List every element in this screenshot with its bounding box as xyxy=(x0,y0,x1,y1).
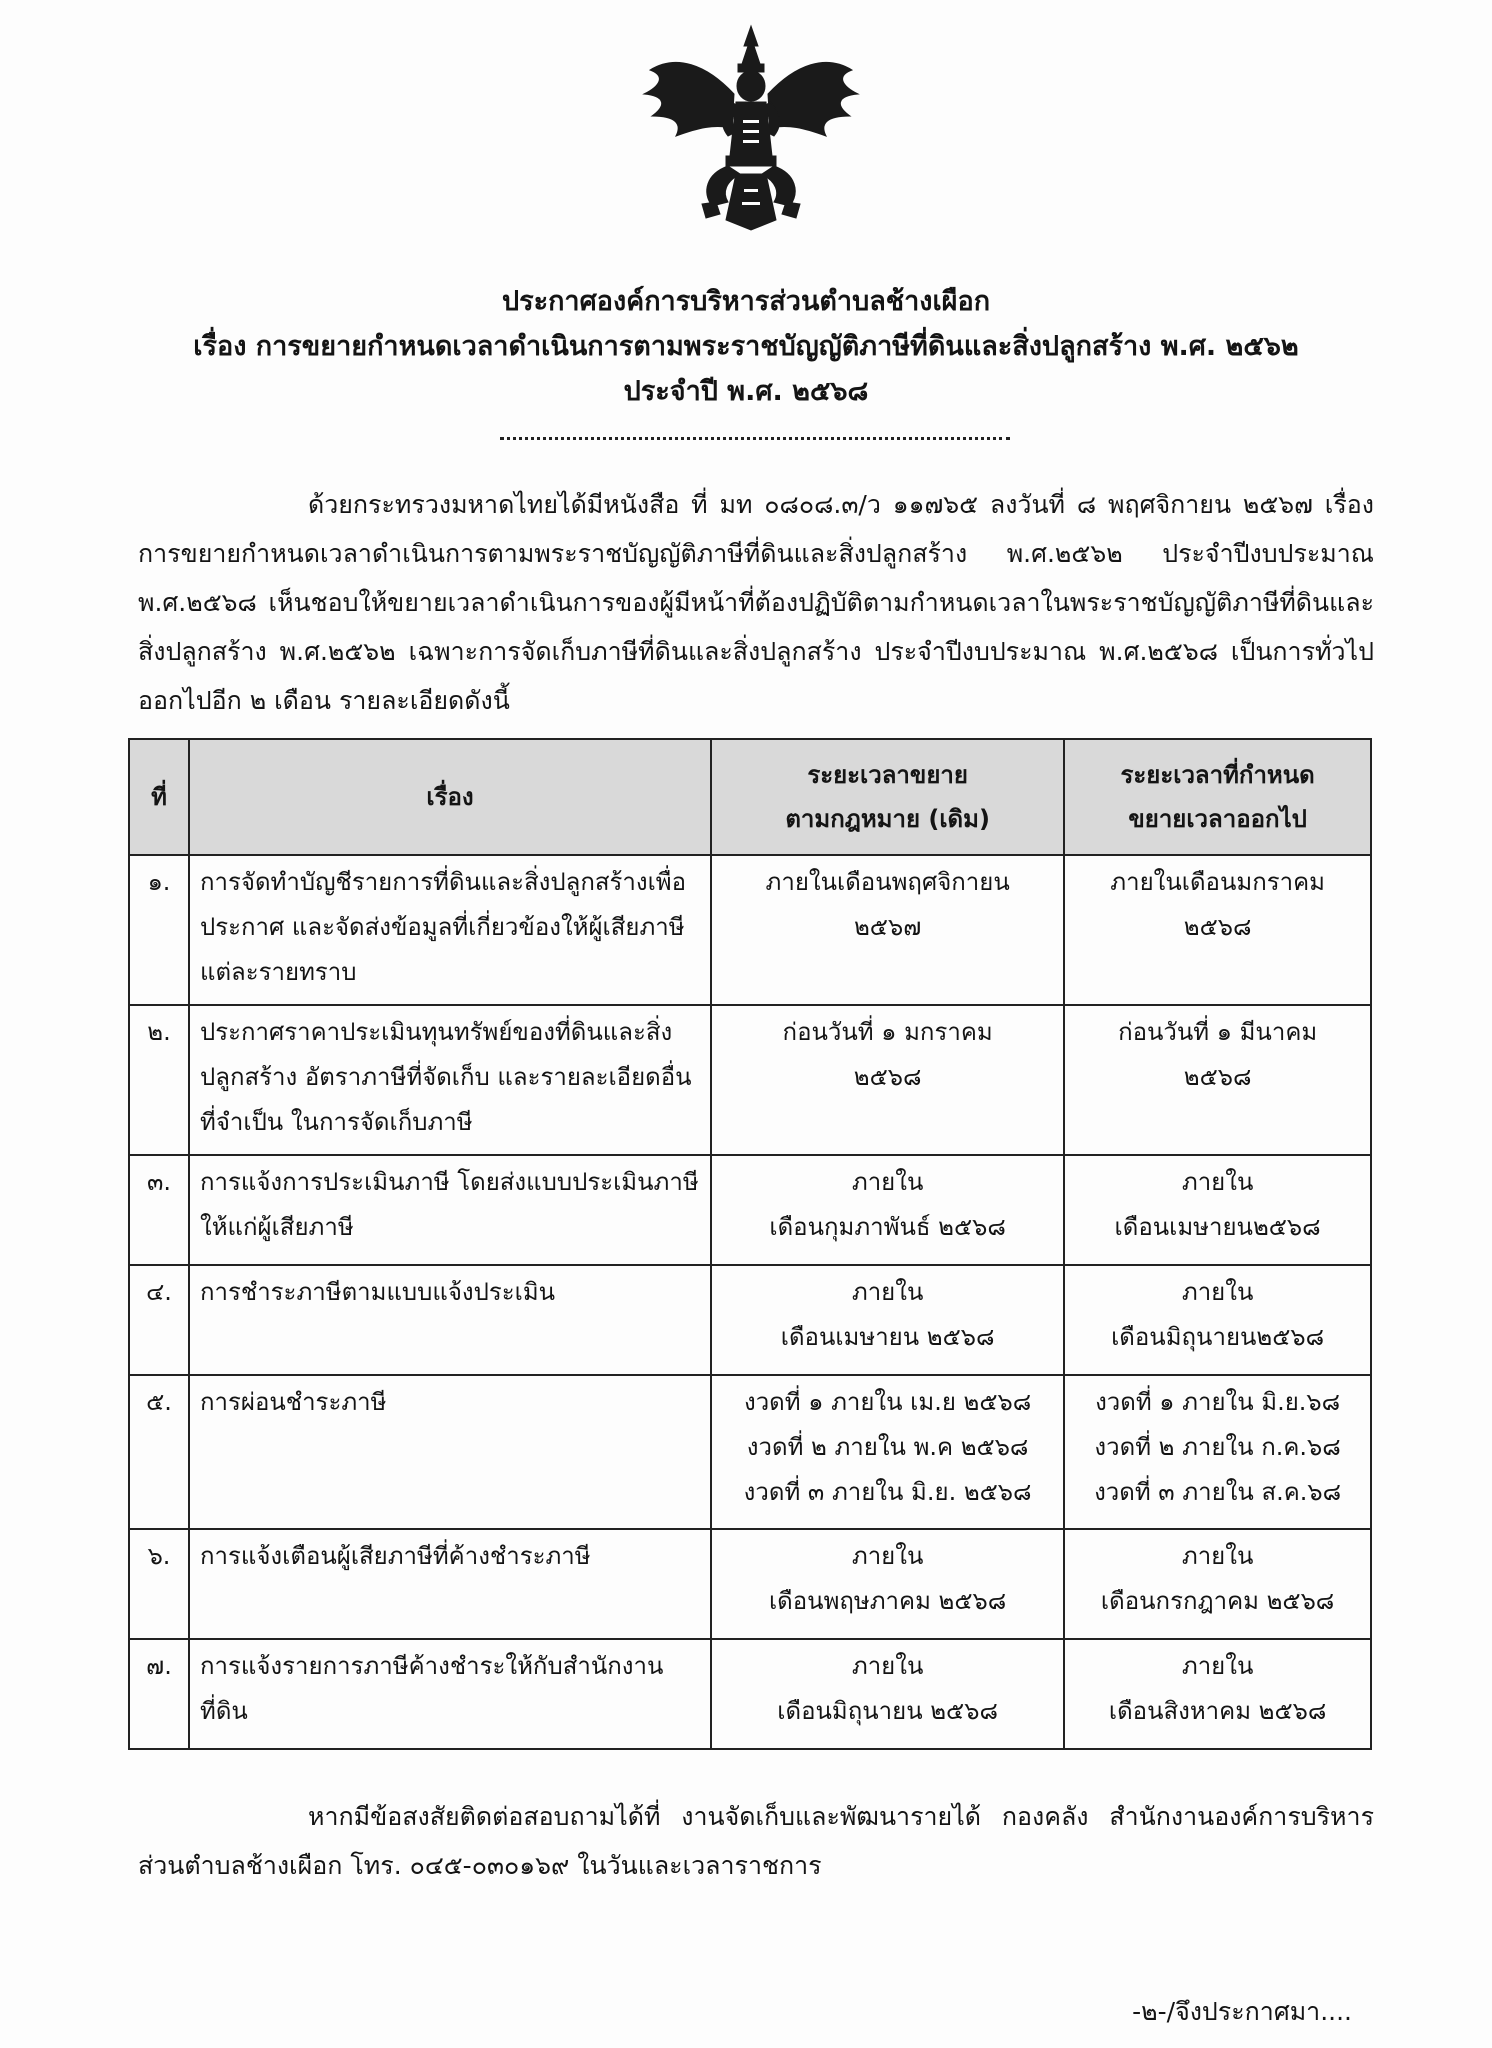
table-header-row xyxy=(129,739,1371,855)
header-original-line1: ระยะเวลาขยาย xyxy=(807,761,968,789)
period-line: ก่อนวันที่ ๑ มกราคม xyxy=(782,1018,993,1046)
page-continuation: -๒-/จึงประกาศมา.... xyxy=(1132,1997,1352,2026)
table-row xyxy=(129,1529,1371,1639)
period-line: ภายใน xyxy=(1181,1168,1254,1196)
period-line: เดือนกรกฎาคม ๒๕๖๘ xyxy=(1100,1587,1335,1615)
table-row xyxy=(129,1005,1371,1155)
period-line: ๒๕๖๘ xyxy=(1183,913,1252,941)
row-subject: การแจ้งการประเมินภาษี โดยส่งแบบประเมินภาษีให้แก่ผู้เสียภาษี xyxy=(189,1155,711,1265)
row-original-period xyxy=(711,1155,1064,1265)
row-number: ๓. xyxy=(129,1155,189,1265)
period-line: ภายใน xyxy=(851,1278,924,1306)
row-extended-period xyxy=(1064,1005,1371,1155)
period-line: งวดที่ ๓ ภายใน มิ.ย. ๒๕๖๘ xyxy=(743,1478,1032,1506)
period-line: ภายในเดือนพฤศจิกายน xyxy=(765,868,1010,896)
row-subject: การผ่อนชำระภาษี xyxy=(189,1375,711,1529)
header-no: ที่ xyxy=(129,739,189,855)
period-line: เดือนพฤษภาคม ๒๕๖๘ xyxy=(768,1587,1007,1615)
period-line: งวดที่ ๑ ภายใน มิ.ย.๖๘ xyxy=(1095,1388,1341,1416)
period-line: งวดที่ ๑ ภายใน เม.ย ๒๕๖๘ xyxy=(743,1388,1032,1416)
row-number: ๒. xyxy=(129,1005,189,1155)
period-line: ภายใน xyxy=(851,1168,924,1196)
period-line: เดือนมิถุนายน ๒๕๖๘ xyxy=(777,1697,998,1725)
table-row xyxy=(129,1155,1371,1265)
row-extended-period xyxy=(1064,1529,1371,1639)
table-row xyxy=(129,1639,1371,1749)
garuda-emblem-icon xyxy=(636,24,866,234)
period-line: ภายใน xyxy=(1181,1278,1254,1306)
period-line: ก่อนวันที่ ๑ มีนาคม xyxy=(1118,1018,1318,1046)
period-line: ภายในเดือนมกราคม xyxy=(1110,868,1325,896)
period-line: เดือนเมษายน ๒๕๖๘ xyxy=(780,1323,995,1351)
period-line: เดือนสิงหาคม ๒๕๖๘ xyxy=(1108,1697,1327,1725)
row-subject: การชำระภาษีตามแบบแจ้งประเมิน xyxy=(189,1265,711,1375)
period-line: งวดที่ ๓ ภายใน ส.ค.๖๘ xyxy=(1094,1478,1342,1506)
row-number: ๖. xyxy=(129,1529,189,1639)
table-row xyxy=(129,1265,1371,1375)
row-original-period xyxy=(711,1265,1064,1375)
row-number: ๗. xyxy=(129,1639,189,1749)
row-number: ๔. xyxy=(129,1265,189,1375)
row-original-period xyxy=(711,1005,1064,1155)
row-subject: การแจ้งรายการภาษีค้างชำระให้กับสำนักงานที่ดิน xyxy=(189,1639,711,1749)
period-line: งวดที่ ๒ ภายใน พ.ค ๒๕๖๘ xyxy=(746,1433,1029,1461)
schedule-table xyxy=(128,738,1372,1750)
period-line: เดือนมิถุนายน๒๕๖๘ xyxy=(1111,1323,1325,1351)
row-original-period xyxy=(711,1375,1064,1529)
header-original-line2: ตามกฎหมาย (เดิม) xyxy=(785,805,990,833)
row-extended-period xyxy=(1064,855,1371,1005)
dotted-divider xyxy=(500,437,1010,440)
row-number: ๕. xyxy=(129,1375,189,1529)
announcement-subject: เรื่อง การขยายกำหนดเวลาดำเนินการตามพระราชบัญญัติภาษีที่ดินและสิ่งปลูกสร้าง พ.ศ. ๒๕๖๒ xyxy=(193,331,1299,362)
row-extended-period xyxy=(1064,1155,1371,1265)
period-line: ภายใน xyxy=(1181,1542,1254,1570)
row-extended-period xyxy=(1064,1639,1371,1749)
period-line: ๒๕๖๘ xyxy=(1183,1063,1252,1091)
period-line: ภายใน xyxy=(1181,1652,1254,1680)
header-subject: เรื่อง xyxy=(189,739,711,855)
period-line: ภายใน xyxy=(851,1652,924,1680)
period-line: ๒๕๖๘ xyxy=(853,1063,922,1091)
period-line: เดือนกุมภาพันธ์ ๒๕๖๘ xyxy=(769,1213,1006,1241)
header-extended-line2: ขยายเวลาออกไป xyxy=(1128,805,1307,833)
announcement-year: ประจำปี พ.ศ. ๒๕๖๘ xyxy=(623,376,869,407)
intro-paragraph xyxy=(138,480,1374,725)
row-number: ๑. xyxy=(129,855,189,1005)
row-original-period xyxy=(711,1639,1064,1749)
closing-paragraph xyxy=(138,1792,1374,1890)
closing-text: หากมีข้อสงสัยติดต่อสอบถามได้ที่ งานจัดเก็บและพัฒนารายได้ กองคลัง สำนักงานองค์การบริหารส่วนตำบลช้างเผือก โทร. ๐๔๕-๐๓๐๑๖๙ ในวันและเวลาราชการ xyxy=(138,1802,1374,1880)
period-line: งวดที่ ๒ ภายใน ก.ค.๖๘ xyxy=(1094,1433,1341,1461)
table-row xyxy=(129,1375,1371,1529)
header-original-period xyxy=(711,739,1064,855)
row-subject: การจัดทำบัญชีรายการที่ดินและสิ่งปลูกสร้างเพื่อประกาศ และจัดส่งข้อมูลที่เกี่ยวข้องให้ผู้เสียภาษีแต่ละรายทราบ xyxy=(189,855,711,1005)
header-extended-line1: ระยะเวลาที่กำหนด xyxy=(1120,761,1315,789)
row-extended-period xyxy=(1064,1265,1371,1375)
period-line: เดือนเมษายน๒๕๖๘ xyxy=(1114,1213,1321,1241)
row-subject: ประกาศราคาประเมินทุนทรัพย์ของที่ดินและสิ่งปลูกสร้าง อัตราภาษีที่จัดเก็บ และรายละเอียดอื่นที่จำเป็น ในการจัดเก็บภาษี xyxy=(189,1005,711,1155)
announcement-title: ประกาศองค์การบริหารส่วนตำบลช้างเผือก xyxy=(501,286,991,317)
intro-text: ด้วยกระทรวงมหาดไทยได้มีหนังสือ ที่ มท ๐๘๐๘.๓/ว ๑๑๗๖๕ ลงวันที่ ๘ พฤศจิกายน ๒๕๖๗ เรื่อง การขยายกำหนดเวลาดำเนินการตามพระราชบัญญัติภาษีที่ดินและสิ่งปลูกสร้าง พ.ศ.๒๕๖๒ ประจำปีงบประมาณ พ.ศ.๒๕๖๘ เห็นชอบให้ขยายเวลาดำเนินการของผู้มีหน้าที่ต้องปฏิบัติตามกำหนดเวลาในพระราชบัญญัติภาษีที่ดินและสิ่งปลูกสร้าง พ.ศ.๒๕๖๒ เฉพาะการจัดเก็บภาษีที่ดินและสิ่งปลูกสร้าง ประจำปีงบประมาณ พ.ศ.๒๕๖๘ เป็นการทั่วไป ออกไปอีก ๒ เดือน รายละเอียดดังนี้ xyxy=(138,490,1374,715)
table-row xyxy=(129,855,1371,1005)
period-line: ๒๕๖๗ xyxy=(853,913,922,941)
row-original-period xyxy=(711,855,1064,1005)
row-subject: การแจ้งเตือนผู้เสียภาษีที่ค้างชำระภาษี xyxy=(189,1529,711,1639)
row-extended-period xyxy=(1064,1375,1371,1529)
row-original-period xyxy=(711,1529,1064,1639)
header-extended-period xyxy=(1064,739,1371,855)
period-line: ภายใน xyxy=(851,1542,924,1570)
